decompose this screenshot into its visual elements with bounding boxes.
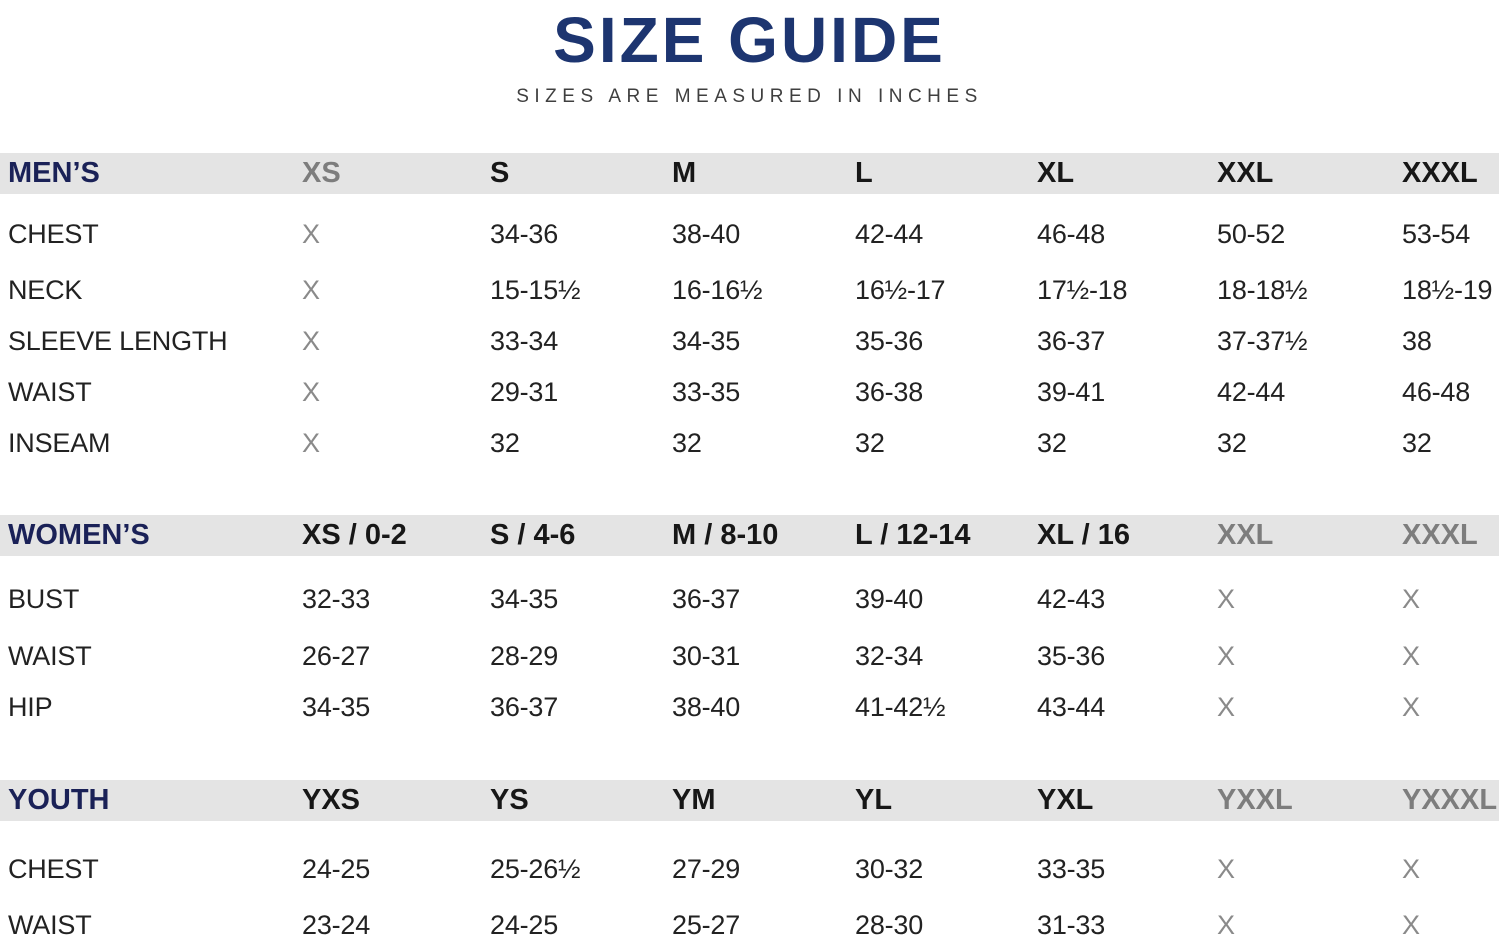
size-value: 33-35 [1037,853,1106,884]
size-value: 43-44 [1037,692,1106,722]
size-value: 42-43 [1037,584,1106,614]
size-value: 16-16½ [672,275,763,305]
womens-header-row [0,515,1499,556]
womens-column-header-xs-0-2: XS / 0-2 [302,519,407,551]
womens-size-table [0,515,1499,733]
mens-header-row [0,153,1499,194]
row-label: INSEAM [8,428,111,458]
womens-column-header-xl-16: XL / 16 [1037,519,1130,551]
womens-row-waist [0,631,1499,682]
size-value: 33-35 [672,377,741,407]
size-value: 46-48 [1037,219,1106,249]
youth-table-body [0,821,1499,949]
youth-row-waist [0,901,1499,949]
size-value: 39-41 [1037,377,1106,407]
row-label: CHEST [8,219,99,249]
row-label: CHEST [8,853,99,884]
youth-column-header-yl: YL [855,784,893,816]
mens-column-header-xs: XS [302,157,341,189]
mens-row-neck [0,265,1499,316]
womens-column-header-xxl: XXL [1217,519,1274,551]
size-value: X [1402,853,1420,884]
womens-row-bust [0,556,1499,631]
row-label: WAIST [8,909,92,940]
youth-row-chest [0,821,1499,901]
womens-column-header-s-4-6: S / 4-6 [490,519,576,551]
size-value: X [302,428,320,458]
size-value: 31-33 [1037,909,1106,940]
size-value: 15-15½ [490,275,581,305]
size-value: X [302,326,320,356]
womens-column-header-m-8-10: M / 8-10 [672,519,779,551]
size-value: X [302,275,320,305]
size-value: X [1217,692,1235,722]
size-value: 46-48 [1402,377,1471,407]
youth-size-table [0,780,1499,949]
size-value: 34-35 [490,584,559,614]
size-value: 35-36 [855,326,924,356]
womens-column-header-xxxl: XXXL [1402,519,1478,551]
size-value: 32 [672,428,702,458]
size-value: X [1402,641,1420,671]
mens-table-head [0,153,1499,194]
size-value: 53-54 [1402,219,1471,249]
size-guide-header [0,0,1499,106]
youth-size-section [0,780,1499,949]
mens-size-section [0,153,1499,469]
mens-size-table [0,153,1499,469]
mens-row-sleeve-length [0,316,1499,367]
womens-table-head [0,515,1499,556]
mens-column-header-xxxl: XXXL [1402,157,1478,189]
mens-row-chest [0,194,1499,265]
size-value: 36-37 [490,692,559,722]
size-value: 30-32 [855,853,924,884]
size-value: 32 [1037,428,1067,458]
size-value: 42-44 [855,219,924,249]
row-label: WAIST [8,641,92,671]
youth-table-head [0,780,1499,821]
youth-column-header-ys: YS [490,784,529,816]
size-value: 41-42½ [855,692,946,722]
size-value: 37-37½ [1217,326,1308,356]
size-value: 18-18½ [1217,275,1308,305]
size-value: 27-29 [672,853,741,884]
size-value: 36-38 [855,377,924,407]
size-value: 32 [490,428,520,458]
size-value: 39-40 [855,584,924,614]
page-subtitle: SIZES ARE MEASURED IN INCHES [516,86,983,107]
youth-column-header-yxs: YXS [302,784,361,816]
mens-section-label: MEN’S [8,157,100,189]
size-value: 38-40 [672,692,741,722]
womens-table-body [0,556,1499,733]
size-value: 38-40 [672,219,741,249]
size-value: 25-26½ [490,853,581,884]
mens-column-header-xl: XL [1037,157,1075,189]
size-value: 42-44 [1217,377,1286,407]
size-value: 18½-19 [1402,275,1493,305]
size-value: X [1217,641,1235,671]
size-value: 17½-18 [1037,275,1128,305]
page-title: SIZE GUIDE [553,4,946,76]
size-value: 32 [1402,428,1432,458]
size-value: 38 [1402,326,1432,356]
size-value: X [1402,909,1420,940]
size-value: 35-36 [1037,641,1106,671]
size-value: 28-29 [490,641,559,671]
size-value: 28-30 [855,909,924,940]
womens-column-header-l-12-14: L / 12-14 [855,519,971,551]
size-value: 32 [1217,428,1247,458]
youth-column-header-yxxxl: YXXXL [1402,784,1498,816]
row-label: NECK [8,275,83,305]
size-value: 34-35 [302,692,371,722]
row-label: BUST [8,584,80,614]
size-value: X [1402,584,1420,614]
youth-column-header-yxxl: YXXL [1217,784,1293,816]
size-value: X [1217,584,1235,614]
size-value: 36-37 [1037,326,1106,356]
row-label: SLEEVE LENGTH [8,326,228,356]
size-value: 34-35 [672,326,741,356]
mens-column-header-s: S [490,157,510,189]
size-value: 29-31 [490,377,559,407]
size-value: 25-27 [672,909,741,940]
size-value: 34-36 [490,219,559,249]
size-value: 32 [855,428,885,458]
mens-column-header-xxl: XXL [1217,157,1274,189]
mens-column-header-l: L [855,157,873,189]
size-value: 32-34 [855,641,924,671]
womens-size-section [0,515,1499,733]
size-value: 24-25 [490,909,559,940]
size-value: 32-33 [302,584,371,614]
size-value: 16½-17 [855,275,946,305]
row-label: HIP [8,692,53,722]
size-value: X [302,219,320,249]
size-value: 30-31 [672,641,741,671]
size-value: 36-37 [672,584,741,614]
mens-table-body [0,194,1499,469]
row-label: WAIST [8,377,92,407]
youth-column-header-yxl: YXL [1037,784,1094,816]
youth-header-row [0,780,1499,821]
youth-section-label: YOUTH [8,784,110,816]
womens-section-label: WOMEN’S [8,519,150,551]
size-value: 26-27 [302,641,371,671]
size-value: X [302,377,320,407]
size-value: 24-25 [302,853,371,884]
size-value: 23-24 [302,909,371,940]
size-value: X [1402,692,1420,722]
mens-row-inseam [0,418,1499,469]
size-value: 50-52 [1217,219,1286,249]
mens-column-header-m: M [672,157,697,189]
size-value: X [1217,909,1235,940]
size-value: 33-34 [490,326,559,356]
youth-column-header-ym: YM [672,784,716,816]
mens-row-waist [0,367,1499,418]
womens-row-hip [0,682,1499,733]
size-value: X [1217,853,1235,884]
